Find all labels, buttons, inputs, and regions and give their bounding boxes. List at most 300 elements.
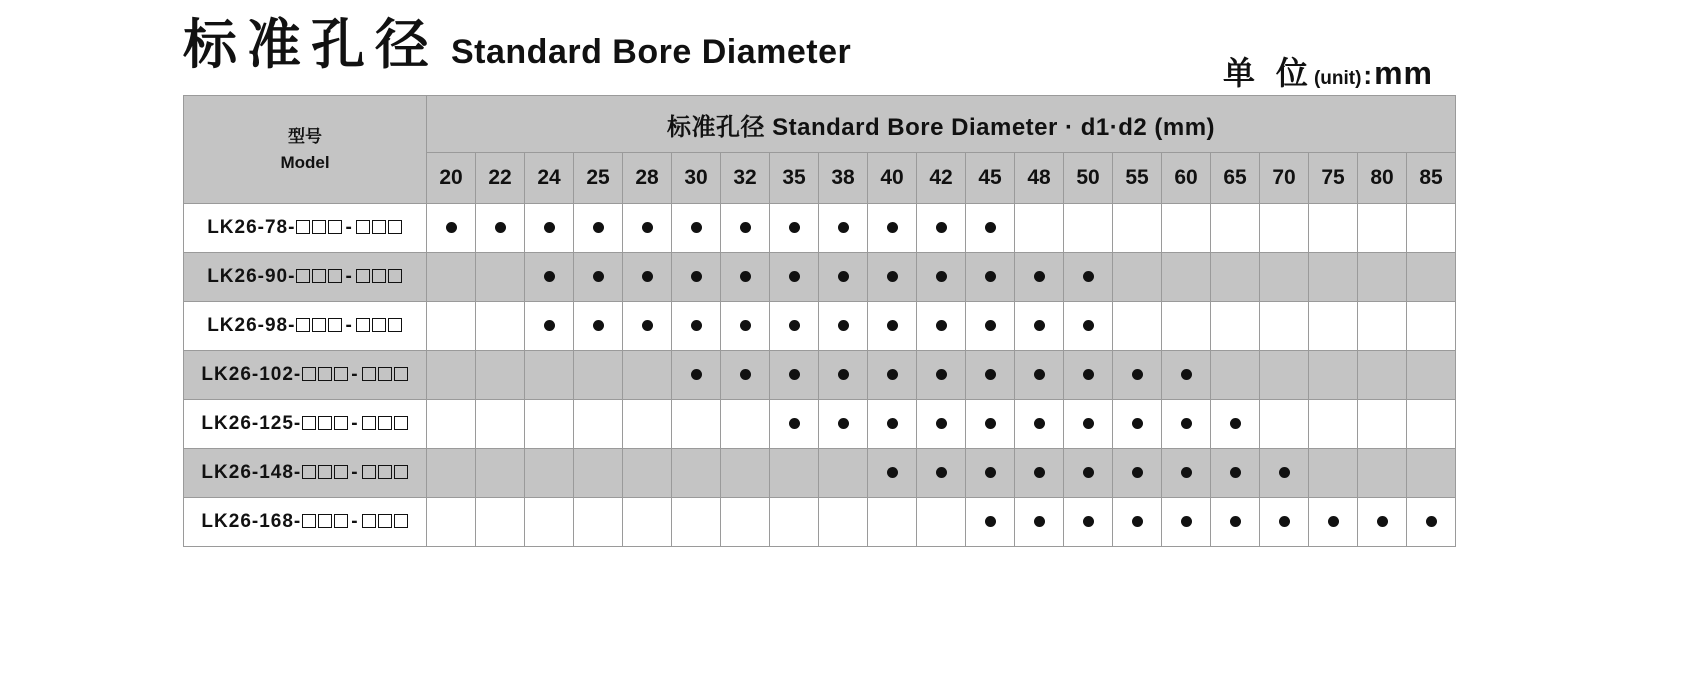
- availability-cell-empty: [427, 302, 476, 351]
- table-row: [184, 253, 1456, 302]
- availability-dot-icon: [1230, 516, 1241, 527]
- availability-cell-marked: [1162, 498, 1211, 547]
- size-column-header: 30: [672, 153, 721, 204]
- availability-cell-empty: [1309, 204, 1358, 253]
- size-column-header: 42: [917, 153, 966, 204]
- size-column-header: 80: [1358, 153, 1407, 204]
- availability-dot-icon: [1083, 271, 1094, 282]
- availability-cell-marked: [476, 204, 525, 253]
- availability-cell-marked: [623, 302, 672, 351]
- bore-table-container: [183, 95, 1456, 547]
- availability-cell-empty: [476, 351, 525, 400]
- availability-cell-marked: [1113, 449, 1162, 498]
- availability-cell-marked: [427, 204, 476, 253]
- availability-cell-empty: [1260, 253, 1309, 302]
- model-placeholder-box-icon: [318, 416, 332, 430]
- size-column-header: 65: [1211, 153, 1260, 204]
- availability-cell-marked: [1113, 498, 1162, 547]
- standard-bore-diameter-table: [183, 95, 1456, 547]
- availability-cell-marked: [1407, 498, 1456, 547]
- availability-cell-marked: [574, 302, 623, 351]
- model-placeholder-box-icon: [312, 318, 326, 332]
- availability-cell-marked: [868, 449, 917, 498]
- availability-cell-marked: [672, 351, 721, 400]
- availability-dot-icon: [642, 320, 653, 331]
- title-english: Standard Bore Diameter: [451, 33, 852, 71]
- model-cell: [184, 253, 427, 302]
- availability-dot-icon: [691, 222, 702, 233]
- model-placeholder-box-icon: [296, 220, 310, 234]
- availability-cell-marked: [525, 204, 574, 253]
- size-column-header: 70: [1260, 153, 1309, 204]
- bore-group-header: 标准孔径 Standard Bore Diameter · d1·d2 (mm): [427, 96, 1456, 153]
- availability-dot-icon: [1181, 516, 1192, 527]
- availability-cell-marked: [1064, 351, 1113, 400]
- table-row: [184, 204, 1456, 253]
- availability-cell-marked: [868, 204, 917, 253]
- availability-cell-empty: [1309, 253, 1358, 302]
- availability-cell-empty: [1358, 204, 1407, 253]
- availability-dot-icon: [936, 222, 947, 233]
- model-separator: -: [345, 315, 353, 336]
- availability-dot-icon: [740, 369, 751, 380]
- availability-cell-empty: [623, 400, 672, 449]
- model-separator: -: [351, 413, 359, 434]
- availability-cell-empty: [672, 400, 721, 449]
- availability-cell-marked: [819, 204, 868, 253]
- model-cell: [184, 302, 427, 351]
- model-placeholder-box-icon: [334, 465, 348, 479]
- availability-cell-marked: [917, 449, 966, 498]
- availability-cell-marked: [966, 302, 1015, 351]
- availability-cell-empty: [574, 498, 623, 547]
- availability-cell-empty: [574, 351, 623, 400]
- model-placeholder-box-icon: [356, 269, 370, 283]
- availability-dot-icon: [887, 271, 898, 282]
- availability-cell-empty: [770, 449, 819, 498]
- model-placeholder-box-icon: [312, 220, 326, 234]
- availability-cell-marked: [966, 498, 1015, 547]
- availability-cell-marked: [1064, 400, 1113, 449]
- availability-dot-icon: [887, 320, 898, 331]
- availability-dot-icon: [936, 467, 947, 478]
- model-placeholder-box-icon: [372, 220, 386, 234]
- availability-cell-marked: [721, 204, 770, 253]
- model-placeholder-box-icon: [394, 416, 408, 430]
- availability-cell-marked: [721, 351, 770, 400]
- availability-cell-marked: [1211, 498, 1260, 547]
- availability-dot-icon: [691, 320, 702, 331]
- availability-dot-icon: [1034, 369, 1045, 380]
- availability-dot-icon: [789, 320, 800, 331]
- availability-dot-icon: [740, 320, 751, 331]
- size-column-header: 20: [427, 153, 476, 204]
- availability-cell-empty: [1162, 302, 1211, 351]
- availability-cell-empty: [1309, 302, 1358, 351]
- availability-dot-icon: [789, 369, 800, 380]
- model-placeholder-box-icon: [388, 318, 402, 332]
- availability-cell-marked: [966, 253, 1015, 302]
- availability-cell-empty: [1260, 302, 1309, 351]
- availability-dot-icon: [985, 222, 996, 233]
- model-separator: -: [345, 217, 353, 238]
- model-cell: [184, 400, 427, 449]
- availability-cell-empty: [1162, 204, 1211, 253]
- availability-cell-empty: [1162, 253, 1211, 302]
- availability-cell-marked: [868, 351, 917, 400]
- availability-dot-icon: [838, 222, 849, 233]
- model-cell: [184, 498, 427, 547]
- availability-cell-empty: [1358, 400, 1407, 449]
- availability-cell-marked: [623, 253, 672, 302]
- availability-dot-icon: [887, 418, 898, 429]
- size-column-header: 75: [1309, 153, 1358, 204]
- availability-cell-marked: [966, 204, 1015, 253]
- availability-cell-empty: [574, 400, 623, 449]
- availability-cell-marked: [1260, 498, 1309, 547]
- availability-cell-marked: [1015, 498, 1064, 547]
- model-placeholder-box-icon: [372, 269, 386, 283]
- model-placeholder-box-icon: [296, 318, 310, 332]
- size-column-header: 38: [819, 153, 868, 204]
- availability-dot-icon: [887, 222, 898, 233]
- availability-cell-marked: [1211, 400, 1260, 449]
- availability-cell-marked: [1064, 302, 1113, 351]
- availability-dot-icon: [789, 222, 800, 233]
- availability-cell-empty: [721, 400, 770, 449]
- unit-label-english: (unit): [1313, 68, 1362, 89]
- size-column-header: 32: [721, 153, 770, 204]
- availability-cell-marked: [966, 400, 1015, 449]
- model-placeholder-box-icon: [302, 367, 316, 381]
- availability-cell-empty: [1064, 204, 1113, 253]
- availability-dot-icon: [593, 320, 604, 331]
- availability-dot-icon: [838, 418, 849, 429]
- availability-cell-empty: [1358, 449, 1407, 498]
- availability-dot-icon: [642, 271, 653, 282]
- availability-cell-empty: [1113, 253, 1162, 302]
- size-column-header: 22: [476, 153, 525, 204]
- availability-dot-icon: [1181, 369, 1192, 380]
- model-placeholder-box-icon: [378, 416, 392, 430]
- availability-cell-marked: [623, 204, 672, 253]
- availability-cell-marked: [917, 400, 966, 449]
- availability-cell-empty: [1113, 204, 1162, 253]
- model-placeholder-box-icon: [362, 416, 376, 430]
- model-placeholder-box-icon: [312, 269, 326, 283]
- availability-dot-icon: [936, 418, 947, 429]
- availability-dot-icon: [1279, 516, 1290, 527]
- model-prefix: LK26-98-: [207, 315, 296, 336]
- availability-dot-icon: [691, 271, 702, 282]
- availability-dot-icon: [1230, 418, 1241, 429]
- availability-dot-icon: [985, 467, 996, 478]
- availability-cell-empty: [1309, 351, 1358, 400]
- model-placeholder-box-icon: [388, 220, 402, 234]
- availability-cell-marked: [770, 400, 819, 449]
- title-chinese: 标准孔径: [183, 15, 439, 75]
- model-placeholder-box-icon: [328, 220, 342, 234]
- availability-dot-icon: [1083, 320, 1094, 331]
- availability-dot-icon: [838, 271, 849, 282]
- availability-cell-marked: [721, 253, 770, 302]
- model-cell: [184, 204, 427, 253]
- availability-dot-icon: [495, 222, 506, 233]
- availability-dot-icon: [1034, 418, 1045, 429]
- availability-cell-empty: [1260, 351, 1309, 400]
- model-placeholder-box-icon: [318, 367, 332, 381]
- availability-dot-icon: [642, 222, 653, 233]
- availability-cell-marked: [1113, 351, 1162, 400]
- table-row: [184, 351, 1456, 400]
- availability-dot-icon: [593, 222, 604, 233]
- model-separator: -: [351, 462, 359, 483]
- model-header-chinese: 型号: [288, 127, 322, 146]
- model-placeholder-box-icon: [302, 416, 316, 430]
- availability-dot-icon: [1328, 516, 1339, 527]
- availability-cell-empty: [1211, 204, 1260, 253]
- availability-cell-empty: [819, 449, 868, 498]
- availability-cell-empty: [672, 449, 721, 498]
- availability-cell-empty: [1407, 400, 1456, 449]
- model-placeholder-box-icon: [328, 269, 342, 283]
- availability-cell-empty: [1309, 400, 1358, 449]
- availability-dot-icon: [789, 271, 800, 282]
- availability-dot-icon: [936, 369, 947, 380]
- size-column-header: 50: [1064, 153, 1113, 204]
- unit-colon: :: [1363, 60, 1373, 90]
- availability-cell-empty: [1358, 351, 1407, 400]
- availability-dot-icon: [1083, 418, 1094, 429]
- availability-cell-marked: [966, 449, 1015, 498]
- model-placeholder-box-icon: [388, 269, 402, 283]
- availability-cell-marked: [1260, 449, 1309, 498]
- availability-cell-marked: [574, 204, 623, 253]
- availability-dot-icon: [593, 271, 604, 282]
- model-placeholder-box-icon: [372, 318, 386, 332]
- table-row: [184, 449, 1456, 498]
- availability-cell-empty: [623, 449, 672, 498]
- availability-cell-empty: [427, 400, 476, 449]
- availability-cell-empty: [1358, 302, 1407, 351]
- availability-dot-icon: [1181, 467, 1192, 478]
- availability-cell-marked: [1162, 449, 1211, 498]
- availability-cell-marked: [770, 351, 819, 400]
- availability-dot-icon: [1132, 516, 1143, 527]
- availability-cell-empty: [819, 498, 868, 547]
- availability-dot-icon: [1034, 516, 1045, 527]
- availability-cell-marked: [819, 400, 868, 449]
- availability-dot-icon: [1132, 418, 1143, 429]
- availability-cell-empty: [476, 400, 525, 449]
- availability-cell-empty: [1309, 449, 1358, 498]
- availability-cell-empty: [1358, 253, 1407, 302]
- model-placeholder-box-icon: [394, 367, 408, 381]
- size-column-header: 25: [574, 153, 623, 204]
- model-column-header: [184, 96, 427, 204]
- availability-dot-icon: [1083, 369, 1094, 380]
- size-column-header: 40: [868, 153, 917, 204]
- table-body: [184, 204, 1456, 547]
- size-column-header: 55: [1113, 153, 1162, 204]
- availability-dot-icon: [544, 222, 555, 233]
- availability-cell-marked: [868, 253, 917, 302]
- availability-cell-empty: [427, 253, 476, 302]
- model-prefix: LK26-90-: [207, 266, 296, 287]
- availability-cell-marked: [819, 302, 868, 351]
- model-prefix: LK26-168-: [201, 511, 302, 532]
- availability-cell-empty: [1211, 253, 1260, 302]
- availability-cell-marked: [1162, 351, 1211, 400]
- availability-cell-empty: [1211, 351, 1260, 400]
- availability-cell-marked: [868, 302, 917, 351]
- model-placeholder-box-icon: [302, 465, 316, 479]
- availability-cell-marked: [525, 302, 574, 351]
- model-prefix: LK26-102-: [201, 364, 302, 385]
- availability-cell-marked: [770, 253, 819, 302]
- model-placeholder-box-icon: [356, 318, 370, 332]
- unit-note: [1223, 48, 1433, 94]
- model-placeholder-box-icon: [334, 367, 348, 381]
- availability-cell-empty: [476, 449, 525, 498]
- availability-cell-marked: [917, 253, 966, 302]
- model-placeholder-box-icon: [318, 514, 332, 528]
- model-placeholder-box-icon: [296, 269, 310, 283]
- availability-cell-marked: [917, 351, 966, 400]
- availability-cell-empty: [1407, 449, 1456, 498]
- size-column-header: 48: [1015, 153, 1064, 204]
- model-placeholder-box-icon: [362, 514, 376, 528]
- availability-cell-empty: [427, 449, 476, 498]
- availability-dot-icon: [789, 418, 800, 429]
- availability-cell-marked: [1064, 498, 1113, 547]
- model-placeholder-box-icon: [362, 367, 376, 381]
- model-placeholder-box-icon: [378, 465, 392, 479]
- model-placeholder-box-icon: [394, 514, 408, 528]
- model-cell: [184, 449, 427, 498]
- table-row: [184, 400, 1456, 449]
- availability-dot-icon: [1083, 516, 1094, 527]
- availability-cell-marked: [1162, 400, 1211, 449]
- availability-cell-empty: [721, 449, 770, 498]
- availability-dot-icon: [887, 369, 898, 380]
- availability-dot-icon: [1034, 467, 1045, 478]
- table-row: [184, 302, 1456, 351]
- availability-cell-empty: [1211, 302, 1260, 351]
- model-prefix: LK26-148-: [201, 462, 302, 483]
- model-placeholder-box-icon: [334, 416, 348, 430]
- availability-dot-icon: [740, 271, 751, 282]
- availability-cell-empty: [623, 351, 672, 400]
- availability-cell-empty: [1407, 204, 1456, 253]
- availability-cell-marked: [1211, 449, 1260, 498]
- availability-cell-empty: [672, 498, 721, 547]
- table-header: [184, 96, 1456, 204]
- size-column-header: 35: [770, 153, 819, 204]
- availability-dot-icon: [1230, 467, 1241, 478]
- availability-cell-marked: [1015, 449, 1064, 498]
- availability-dot-icon: [544, 320, 555, 331]
- availability-cell-marked: [868, 400, 917, 449]
- availability-cell-marked: [770, 302, 819, 351]
- unit-value: mm: [1374, 55, 1433, 91]
- availability-cell-empty: [1407, 302, 1456, 351]
- size-column-header: 28: [623, 153, 672, 204]
- availability-dot-icon: [1426, 516, 1437, 527]
- model-separator: -: [351, 364, 359, 385]
- table-row: [184, 498, 1456, 547]
- availability-cell-marked: [525, 253, 574, 302]
- availability-cell-empty: [525, 400, 574, 449]
- model-placeholder-box-icon: [318, 465, 332, 479]
- availability-cell-marked: [574, 253, 623, 302]
- availability-cell-marked: [1113, 400, 1162, 449]
- size-column-header: 85: [1407, 153, 1456, 204]
- availability-dot-icon: [1377, 516, 1388, 527]
- model-placeholder-box-icon: [356, 220, 370, 234]
- availability-dot-icon: [1034, 271, 1045, 282]
- availability-dot-icon: [1034, 320, 1045, 331]
- availability-cell-empty: [427, 498, 476, 547]
- availability-dot-icon: [1083, 467, 1094, 478]
- availability-cell-empty: [917, 498, 966, 547]
- availability-dot-icon: [838, 369, 849, 380]
- availability-cell-marked: [1358, 498, 1407, 547]
- availability-cell-empty: [770, 498, 819, 547]
- availability-cell-marked: [1015, 253, 1064, 302]
- availability-cell-marked: [966, 351, 1015, 400]
- availability-dot-icon: [1132, 369, 1143, 380]
- unit-label-chinese: 单 位: [1223, 55, 1314, 91]
- availability-dot-icon: [985, 320, 996, 331]
- model-separator: -: [345, 266, 353, 287]
- availability-cell-marked: [1015, 400, 1064, 449]
- size-column-header: 60: [1162, 153, 1211, 204]
- availability-cell-marked: [1064, 449, 1113, 498]
- availability-cell-marked: [672, 302, 721, 351]
- availability-cell-empty: [476, 498, 525, 547]
- availability-cell-empty: [721, 498, 770, 547]
- page-title: [183, 15, 1433, 91]
- availability-dot-icon: [740, 222, 751, 233]
- model-header-english: Model: [280, 152, 330, 172]
- availability-dot-icon: [887, 467, 898, 478]
- model-prefix: LK26-125-: [201, 413, 302, 434]
- availability-dot-icon: [544, 271, 555, 282]
- availability-cell-empty: [868, 498, 917, 547]
- availability-dot-icon: [985, 271, 996, 282]
- availability-cell-marked: [721, 302, 770, 351]
- availability-cell-empty: [1113, 302, 1162, 351]
- model-placeholder-box-icon: [362, 465, 376, 479]
- model-placeholder-box-icon: [394, 465, 408, 479]
- model-prefix: LK26-78-: [207, 217, 296, 238]
- size-column-header: 45: [966, 153, 1015, 204]
- availability-dot-icon: [985, 516, 996, 527]
- availability-cell-empty: [427, 351, 476, 400]
- model-placeholder-box-icon: [378, 514, 392, 528]
- availability-cell-marked: [1309, 498, 1358, 547]
- model-placeholder-box-icon: [302, 514, 316, 528]
- availability-cell-marked: [917, 302, 966, 351]
- model-placeholder-box-icon: [328, 318, 342, 332]
- availability-cell-marked: [819, 253, 868, 302]
- availability-dot-icon: [838, 320, 849, 331]
- availability-cell-marked: [1015, 351, 1064, 400]
- availability-cell-empty: [1407, 351, 1456, 400]
- availability-cell-marked: [770, 204, 819, 253]
- availability-cell-marked: [672, 253, 721, 302]
